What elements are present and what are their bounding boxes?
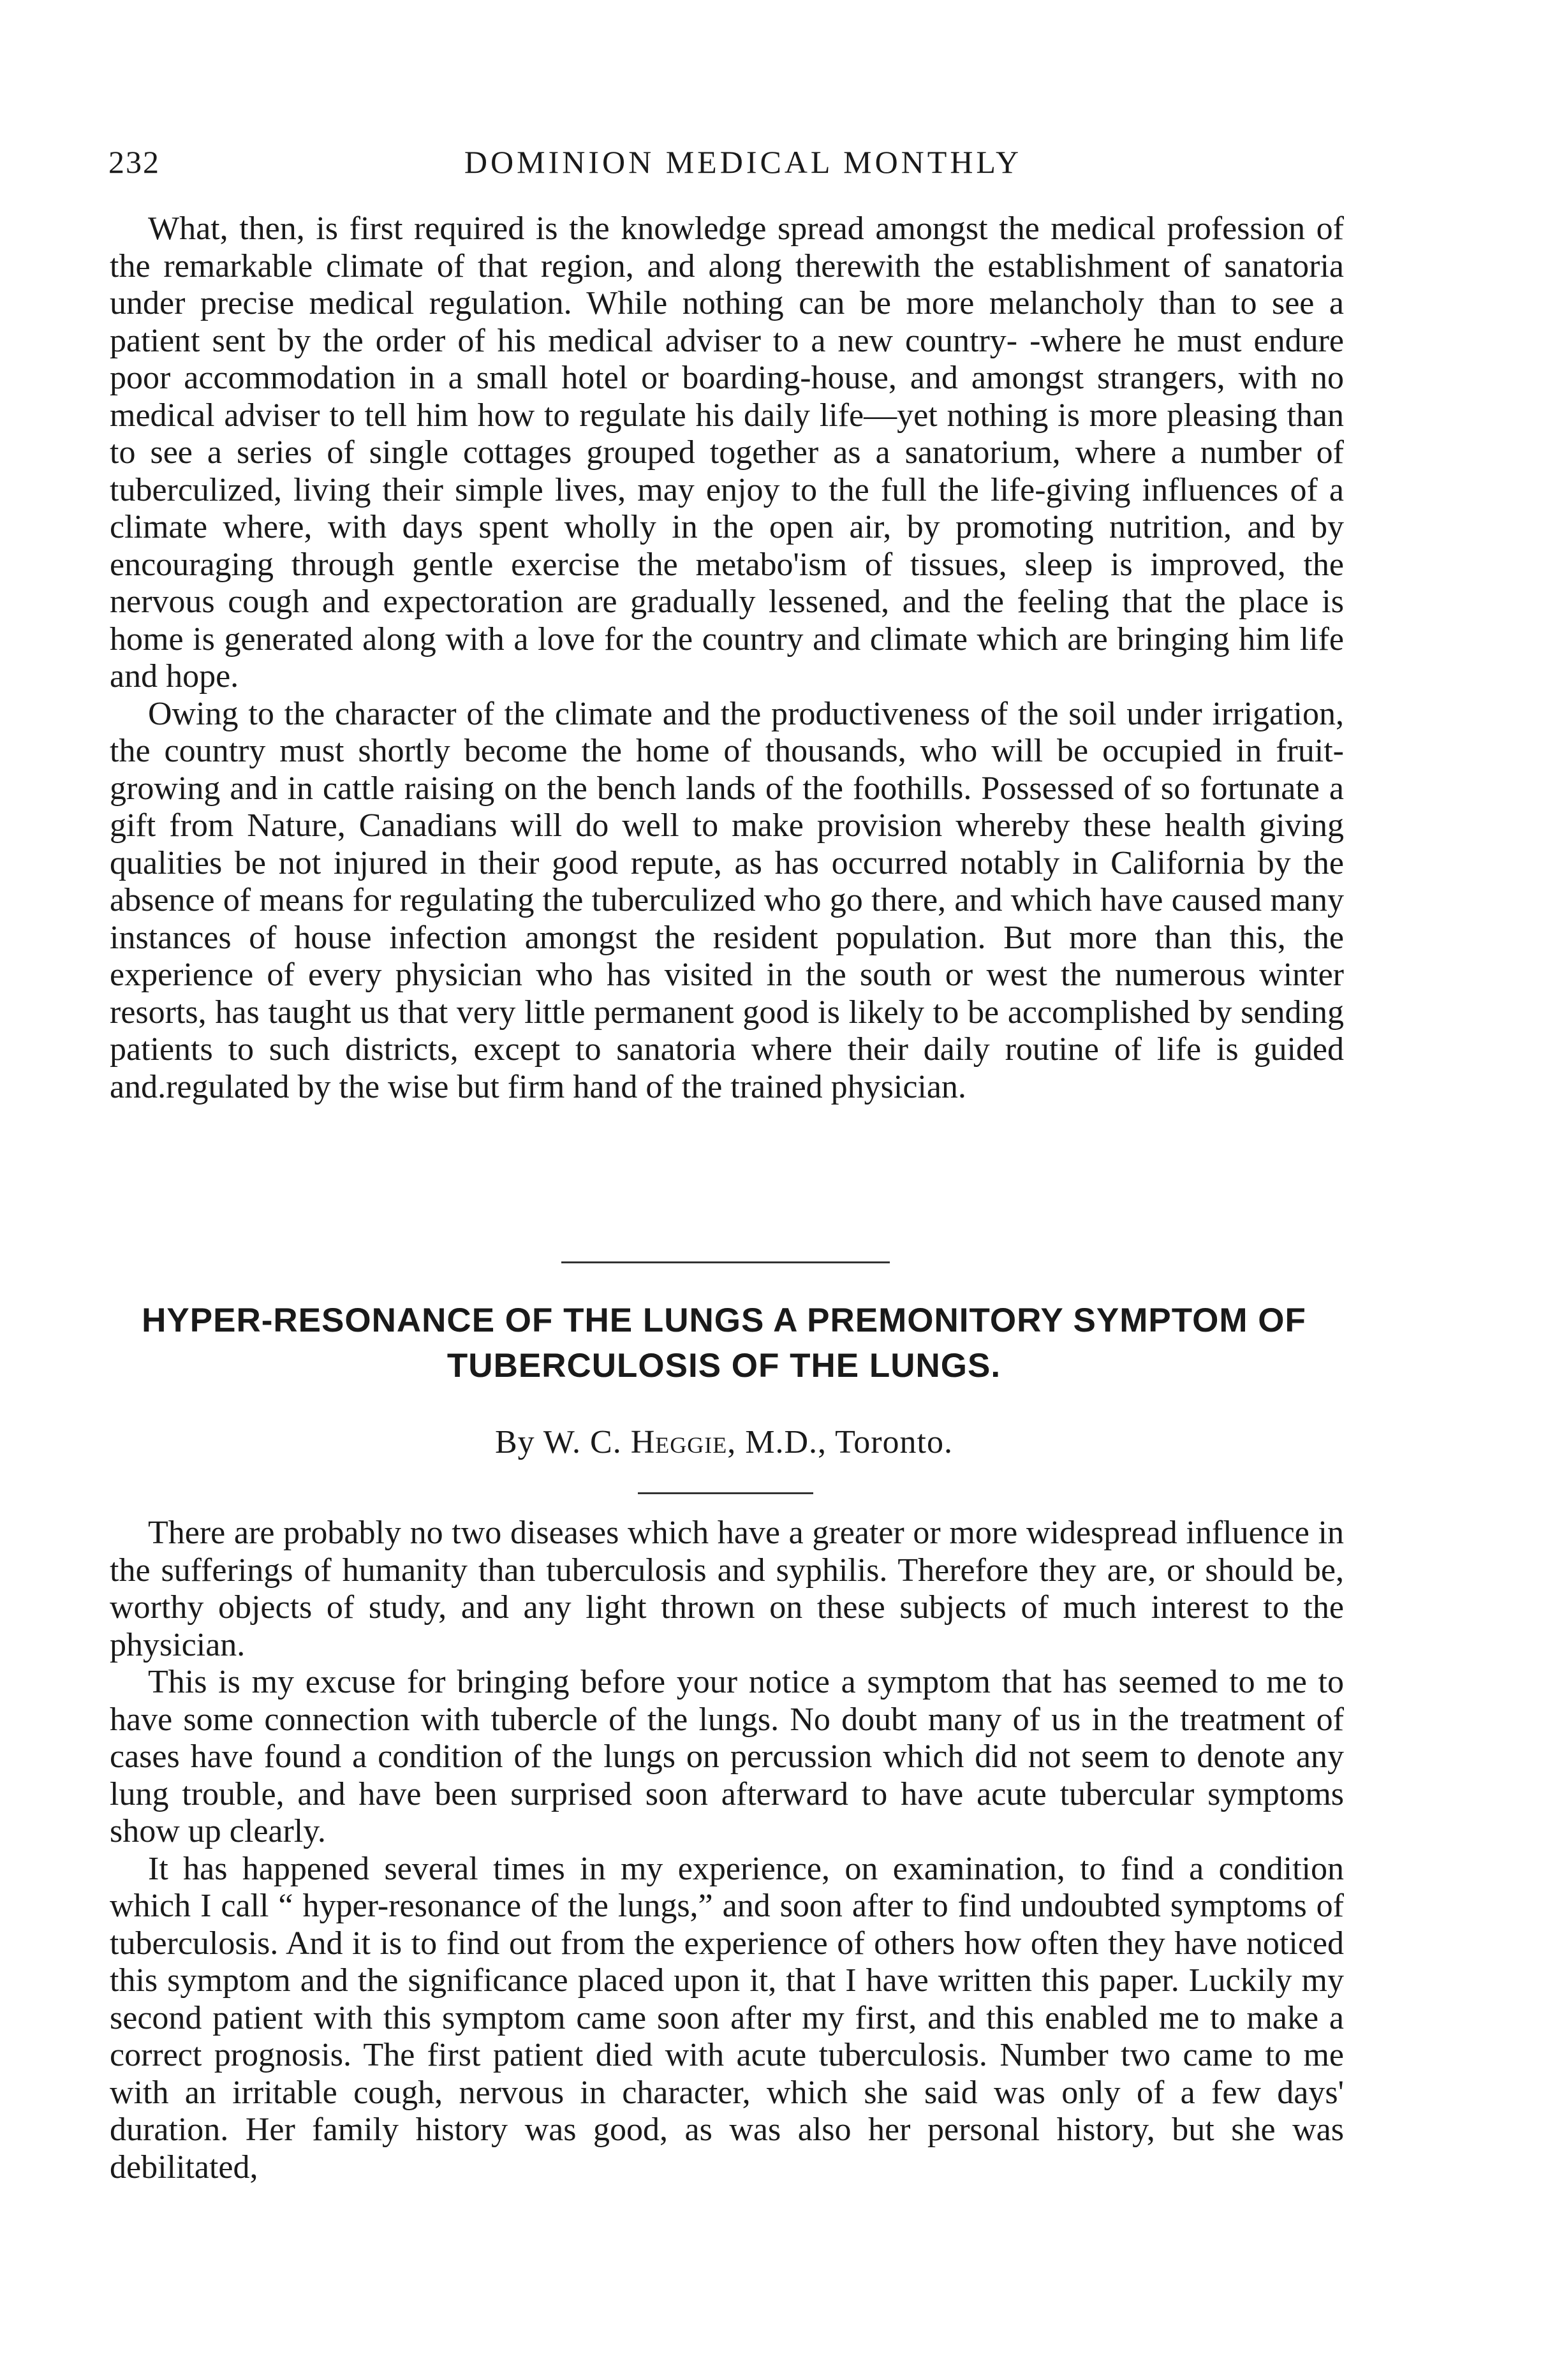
paragraph: What, then, is first required is the knowledge spread amongst the medical profession of the remarkable climate of that region, and along therewith the establishment of sanatoria under precise medical regulation. While nothing can be more melancholy than to see a patient sent by the order of his medical adviser to a new country- -where he must endure poor accommodation in a small hotel or boarding-house, and amongst strangers, with no medical adviser to tell him how to regulate his daily life—yet nothing is more pleasing than to see a series of single cottages grouped together as a sanatorium, where a number of tuberculized, living their simple lives, may enjoy to the full the life-giving influences of a climate where, with days spent wholly in the open air, by promoting nutrition, and by encouraging through gentle exercise the metabo'ism of tissues, sleep is improved, the nervous cough and expectoration are gradually lessened, and the feeling that the place is home is generated along with a love for the country and climate which are bringing him life and hope. — [110, 210, 1344, 694]
byline-divider — [638, 1492, 813, 1494]
running-head: DOMINION MEDICAL MONTHLY — [464, 144, 1022, 180]
byline-author: Heggie — [630, 1424, 728, 1460]
paragraph: Owing to the character of the climate and the productiveness of the soil under irrigation, the country must shortly become the home of thousands, who will be occupied in fruit-growing and in cattle raising on the bench lands of the foothills. Possessed of so fortunate a gift from Nature, Canadians will do well to make provision whereby these health giving qualities be not injured in their good repute, as has occurred notably in California by the absence of means for regulating the tuberculized who go there, and which have caused many instances of house infection amongst the resident population. But more than this, the experience of every physician who has visited in the south or west the numerous winter resorts, has taught us that very little permanent good is likely to be accomplished by sending patients to such districts, except to sanatoria where their daily routine of life is guided and.regulated by the wise but firm hand of the trained physician. — [110, 695, 1344, 1105]
article-title: HYPER-RESONANCE OF THE LUNGS A PREMONITORY SYMPTOM OF TUBERCULOSIS OF THE LUNGS. — [142, 1302, 1306, 1385]
byline-suffix: , M.D., Toronto. — [727, 1424, 953, 1460]
page-header — [108, 143, 1454, 195]
paragraph: It has happened several times in my experience, on examination, to find a condition which I call “ hyper-resonance of the lungs,” and soon after to find undoubted symptoms of tuberculosis. And it is to find out from the experience of others how often they have noticed this symptom and the significance placed upon it, that I have written this paper. Luckily my second patient with this symptom came soon after my first, and this enabled me to make a correct prognosis. The first patient died with acute tuberculosis. Number two came to me with an irritable cough, nervous in character, which she said was only of a few days' duration. Her family history was good, as was also her personal history, but she was debilitated, — [110, 1850, 1344, 2185]
paragraph: This is my excuse for bringing before your notice a symptom that has seemed to me to have some connection with tubercle of the lungs. No doubt many of us in the treatment of cases have found a condition of the lungs on percussion which did not seem to denote any lung trouble, and have been surprised soon afterward to have acute tubercular symptoms show up clearly. — [110, 1664, 1344, 1849]
previous-article-text — [110, 210, 1344, 1106]
article-body — [110, 1515, 1344, 2186]
page-number: 232 — [108, 144, 160, 180]
byline-prefix: By W. C. — [494, 1424, 631, 1460]
article-byline — [102, 1423, 1346, 1461]
paragraph: There are probably no two diseases which have a greater or more widespread influence in the sufferings of humanity than tuberculosis and syphilis. Therefore they are, or should be, worthy objects of study, and any light thrown on these subjects of much interest to the physician. — [110, 1515, 1344, 1663]
section-divider — [561, 1261, 890, 1263]
